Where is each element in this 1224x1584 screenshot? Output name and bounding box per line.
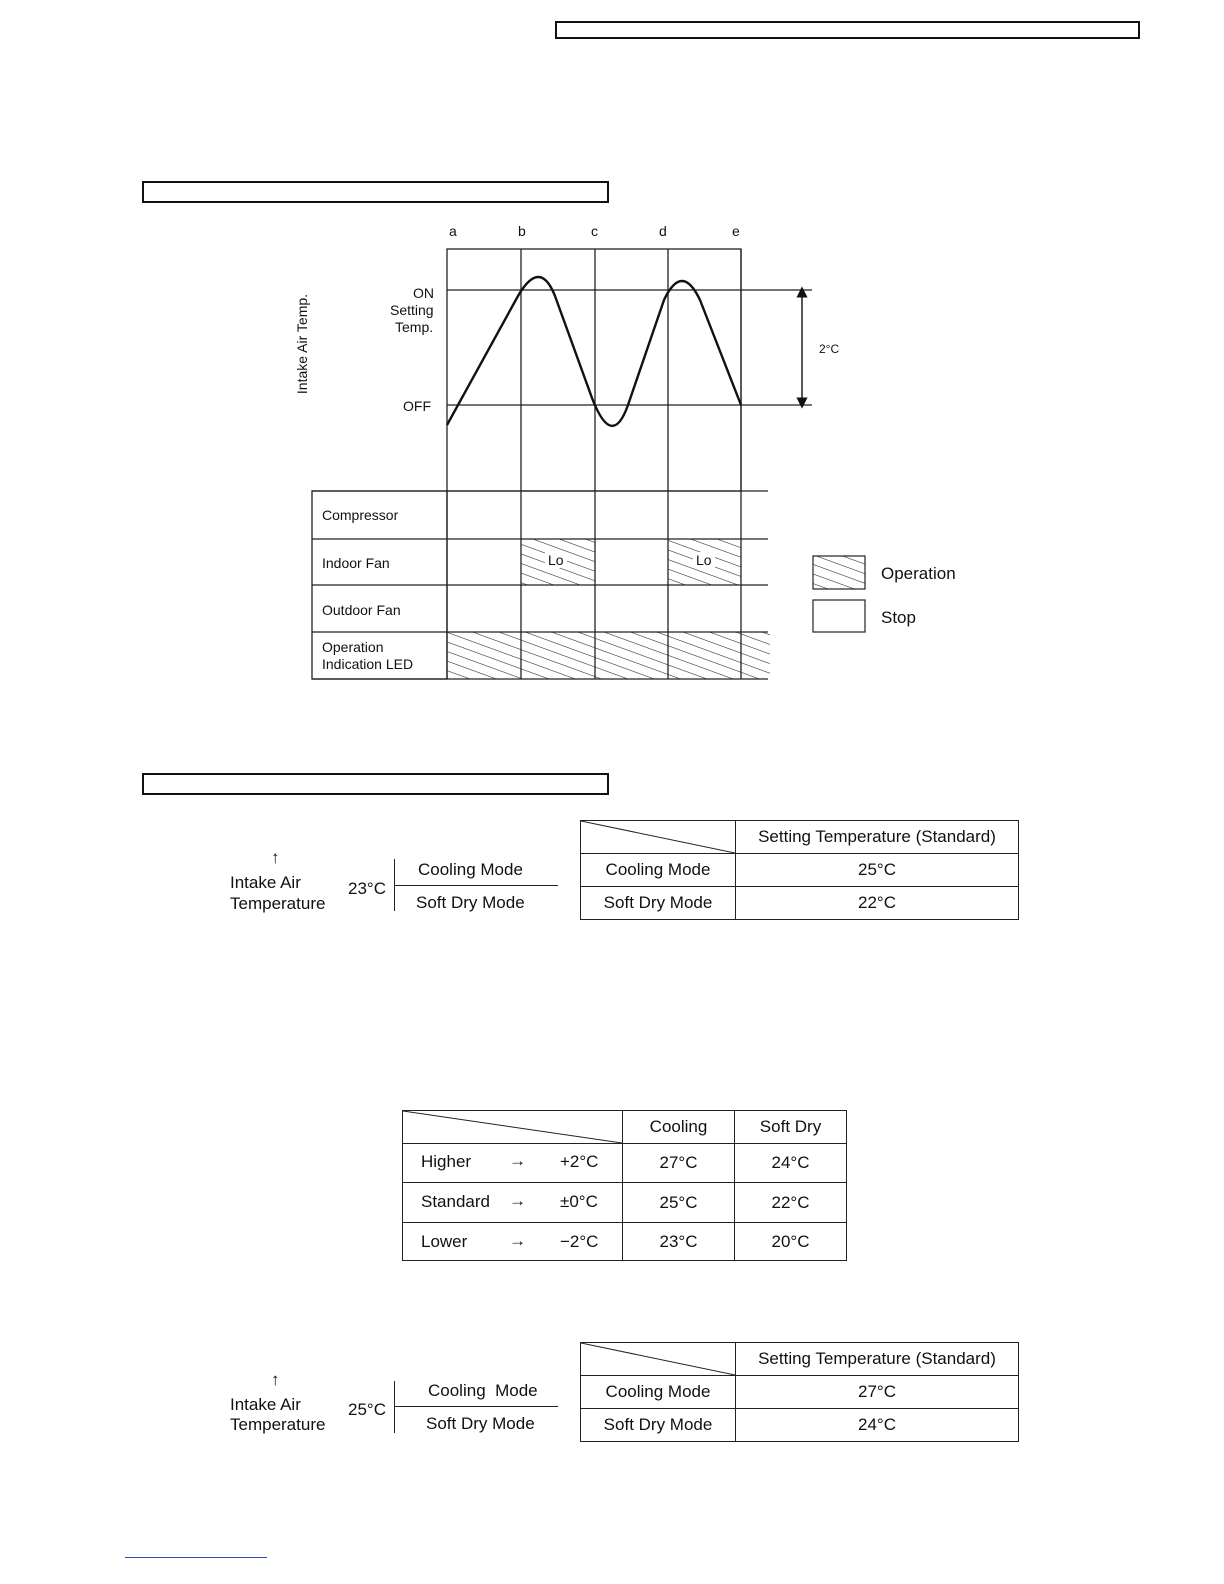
off-label: OFF xyxy=(403,398,431,414)
selection-divider-horizontal-1 xyxy=(394,885,558,886)
range-label: 2°C xyxy=(819,342,840,356)
point-c: c xyxy=(591,223,598,239)
point-d: d xyxy=(659,223,667,239)
cooling-cell: 23°C xyxy=(623,1223,735,1261)
row-label-compressor: Compressor xyxy=(322,507,399,523)
row-label-led-2: Indication LED xyxy=(322,656,414,672)
graph-frame xyxy=(447,249,741,491)
cooling-cell: 27°C xyxy=(623,1144,735,1183)
temp-cell: 27°C xyxy=(736,1376,1019,1409)
soft-dry-cell: 22°C xyxy=(735,1183,847,1223)
offset-label: +2°C xyxy=(560,1152,599,1171)
level-cell xyxy=(403,1223,623,1261)
setting-temp-table-1 xyxy=(580,820,1019,920)
table-row xyxy=(581,1409,1019,1442)
offset-label: ±0°C xyxy=(560,1192,598,1211)
fan-lo-label-1: Lo xyxy=(545,552,567,568)
selection-divider-horizontal-2 xyxy=(394,1406,558,1407)
offset-label: −2°C xyxy=(560,1232,599,1251)
arrow-right-icon: → xyxy=(509,1151,526,1170)
lower-mode-1: Soft Dry Mode xyxy=(416,893,525,912)
row-label-led-1: Operation xyxy=(322,639,384,655)
mode-cell: Soft Dry Mode xyxy=(581,887,736,920)
intake-air-label-2: Intake Air xyxy=(230,1395,301,1414)
diagonal-header-cell xyxy=(581,1343,736,1376)
threshold-1: 23°C xyxy=(348,879,386,898)
cooling-cell: 25°C xyxy=(623,1183,735,1223)
intake-temp-label-1: Temperature xyxy=(230,894,326,913)
diagonal-header-cell xyxy=(581,821,736,854)
timing-diagram xyxy=(0,0,1224,720)
intake-air-label-1: Intake Air xyxy=(230,873,301,892)
legend-stop-label: Stop xyxy=(881,608,916,627)
point-e: e xyxy=(732,223,740,239)
arrow-up-icon: ↑ xyxy=(271,848,280,867)
setting-temp-table-2 xyxy=(580,1342,1019,1442)
arrow-up-icon: ↑ xyxy=(271,1370,280,1389)
table-row xyxy=(403,1183,847,1223)
soft-dry-cell: 24°C xyxy=(735,1144,847,1183)
legend-operation-swatch xyxy=(813,556,865,589)
adjustment-table xyxy=(402,1110,847,1261)
level-label: Lower xyxy=(421,1232,468,1251)
level-cell xyxy=(403,1183,623,1223)
table-row xyxy=(403,1223,847,1261)
intake-temp-label-2: Temperature xyxy=(230,1415,326,1434)
setting-label-2: Temp. xyxy=(395,319,434,335)
led-operation-bar xyxy=(447,632,770,679)
table-header: Setting Temperature (Standard) xyxy=(736,1343,1019,1376)
table-row xyxy=(581,854,1019,887)
on-label: ON xyxy=(413,285,434,301)
setting-label-1: Setting xyxy=(390,302,434,318)
temp-cell: 25°C xyxy=(736,854,1019,887)
soft-dry-cell: 20°C xyxy=(735,1223,847,1261)
point-b: b xyxy=(518,223,526,239)
header-soft-dry: Soft Dry xyxy=(735,1111,847,1144)
table-row xyxy=(581,887,1019,920)
table-row xyxy=(403,1144,847,1183)
arrow-right-icon: → xyxy=(509,1191,526,1210)
y-axis-label: Intake Air Temp. xyxy=(294,293,310,395)
threshold-2: 25°C xyxy=(348,1400,386,1419)
mode-cell: Cooling Mode xyxy=(581,1376,736,1409)
point-a: a xyxy=(449,223,457,239)
header-cooling: Cooling xyxy=(623,1111,735,1144)
selection-divider-vertical-2 xyxy=(394,1381,395,1433)
diagonal-header-cell xyxy=(403,1111,623,1144)
upper-mode-2: Cooling Mode xyxy=(428,1381,538,1400)
footer-rule xyxy=(125,1557,267,1558)
level-label: Standard xyxy=(421,1192,490,1211)
arrow-right-icon: → xyxy=(509,1231,526,1250)
mode-cell: Cooling Mode xyxy=(581,854,736,887)
table-header: Setting Temperature (Standard) xyxy=(736,821,1019,854)
table-row xyxy=(581,1376,1019,1409)
mode-cell: Soft Dry Mode xyxy=(581,1409,736,1442)
level-cell xyxy=(403,1144,623,1183)
row-label-indoor-fan: Indoor Fan xyxy=(322,555,390,571)
temp-cell: 22°C xyxy=(736,887,1019,920)
row-label-outdoor-fan: Outdoor Fan xyxy=(322,602,401,618)
temp-cell: 24°C xyxy=(736,1409,1019,1442)
lower-mode-2: Soft Dry Mode xyxy=(426,1414,535,1433)
fan-lo-label-2: Lo xyxy=(693,552,715,568)
temperature-curve xyxy=(447,277,741,426)
legend-operation-label: Operation xyxy=(881,564,956,583)
upper-mode-1: Cooling Mode xyxy=(418,860,523,879)
level-label: Higher xyxy=(421,1152,472,1171)
legend-stop-swatch xyxy=(813,600,865,632)
section-title-box-2 xyxy=(142,773,609,795)
